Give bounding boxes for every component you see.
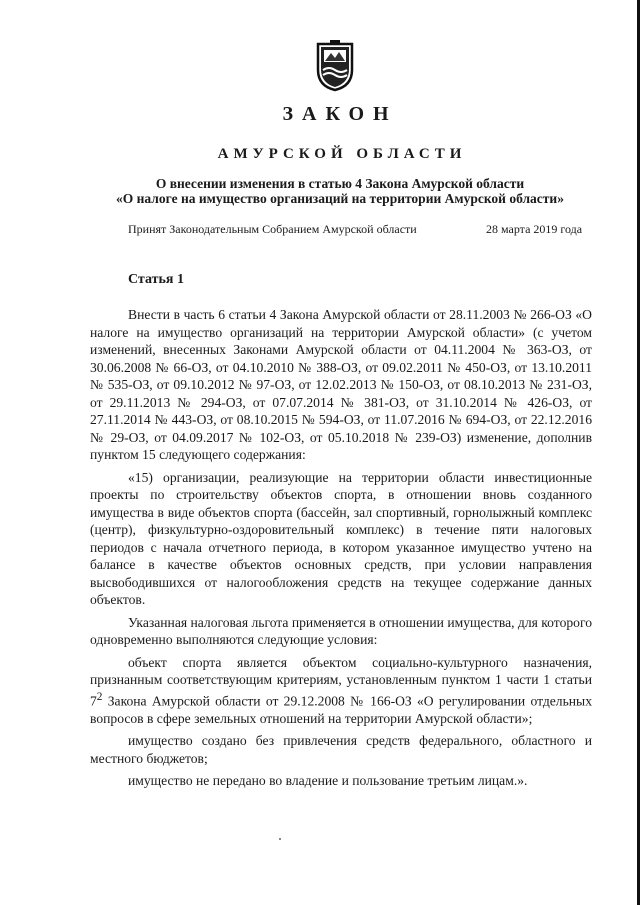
heading-line-1: О внесении изменения в статью 4 Закона Амурской области (155, 176, 525, 191)
region-name: АМУРСКОЙ ОБЛАСТИ (217, 146, 467, 162)
article-body (90, 306, 592, 795)
adoption-date: 28 марта 2019 года (486, 222, 583, 236)
coat-of-arms-icon (314, 40, 356, 92)
heading-line-2: «О налоге на имущество организаций на территории Амурской области» (116, 191, 564, 206)
paragraph-condition-1 (90, 654, 592, 728)
condition-1-text-rest: Закона Амурской области от 29.12.2008 № 166-ОЗ «О регулировании отдельных вопросов в сфере земельных отношений на территории Амурской области»; (90, 693, 592, 726)
law-heading (80, 176, 600, 206)
paragraph-conditions-intro: Указанная налоговая льгота применяется в отношении имущества, для которого одновременно выполняются следующие условия: (90, 614, 592, 647)
paragraph-amendment: Внести в часть 6 статьи 4 Закона Амурской области от 28.11.2003 № 266-ОЗ «О налоге на имущество организаций на территории Амурской области» (с учетом изменений, внесенных Законами Амурской области от 04.11.2004 № 363-ОЗ, от 30.06.2008 № 66-ОЗ, от 04.10.2010 № 388-ОЗ, от 09.02.2011 № 450-ОЗ, от 13.10.2011 № 535-ОЗ, от 09.10.2012 № 97-ОЗ, от 12.02.2013 № 150-ОЗ, от 08.10.2013 № 231-ОЗ, от 29.11.2013 № 294-ОЗ, от 07.07.2014 № 381-ОЗ, от 31.10.2014 № 426-ОЗ, от 27.11.2014 № 443-ОЗ, от 08.10.2015 № 594-ОЗ, от 11.07.2016 № 694-ОЗ, от 22.12.2016 № 29-ОЗ, от 04.09.2017 № 102-ОЗ, от 05.10.2018 № 239-ОЗ) изменение, дополнив пунктом 15 следующего содержания: (90, 307, 592, 462)
condition-1-text: объект спорта является объектом социально-культурного назначения, признанным соответствующим критериям, установленным пунктом 1 части 1 статьи 7 (90, 654, 592, 709)
scan-dot (279, 838, 281, 840)
condition-1-superscript: 2 (96, 690, 103, 703)
paragraph-condition-3: имущество не передано во владение и пользование третьим лицам.». (128, 773, 528, 789)
document-title: ЗАКОН (282, 103, 398, 125)
adoption-statement: Принят Законодательным Собранием Амурской области (128, 222, 417, 236)
paragraph-condition-2: имущество создано без привлечения средств федерального, областного и местного бюджетов; (90, 733, 592, 766)
paragraph-item-15: «15) организации, реализующие на территории области инвестиционные проекты по строительству объектов спорта, в отношении вновь созданного имущества в виде объектов спорта (бассейн, зал спортивный, горнолыжный комплекс (центр), физкультурно-оздоровительный комплекс) в течение пяти налоговых периодов с начала отчетного периода, в котором указанное имущество учтено на балансе в качестве объектов основных средств, при условии направления высвободившихся от налогообложения средств на текущее содержание данных объектов. (90, 469, 592, 607)
article-title: Статья 1 (128, 272, 184, 287)
